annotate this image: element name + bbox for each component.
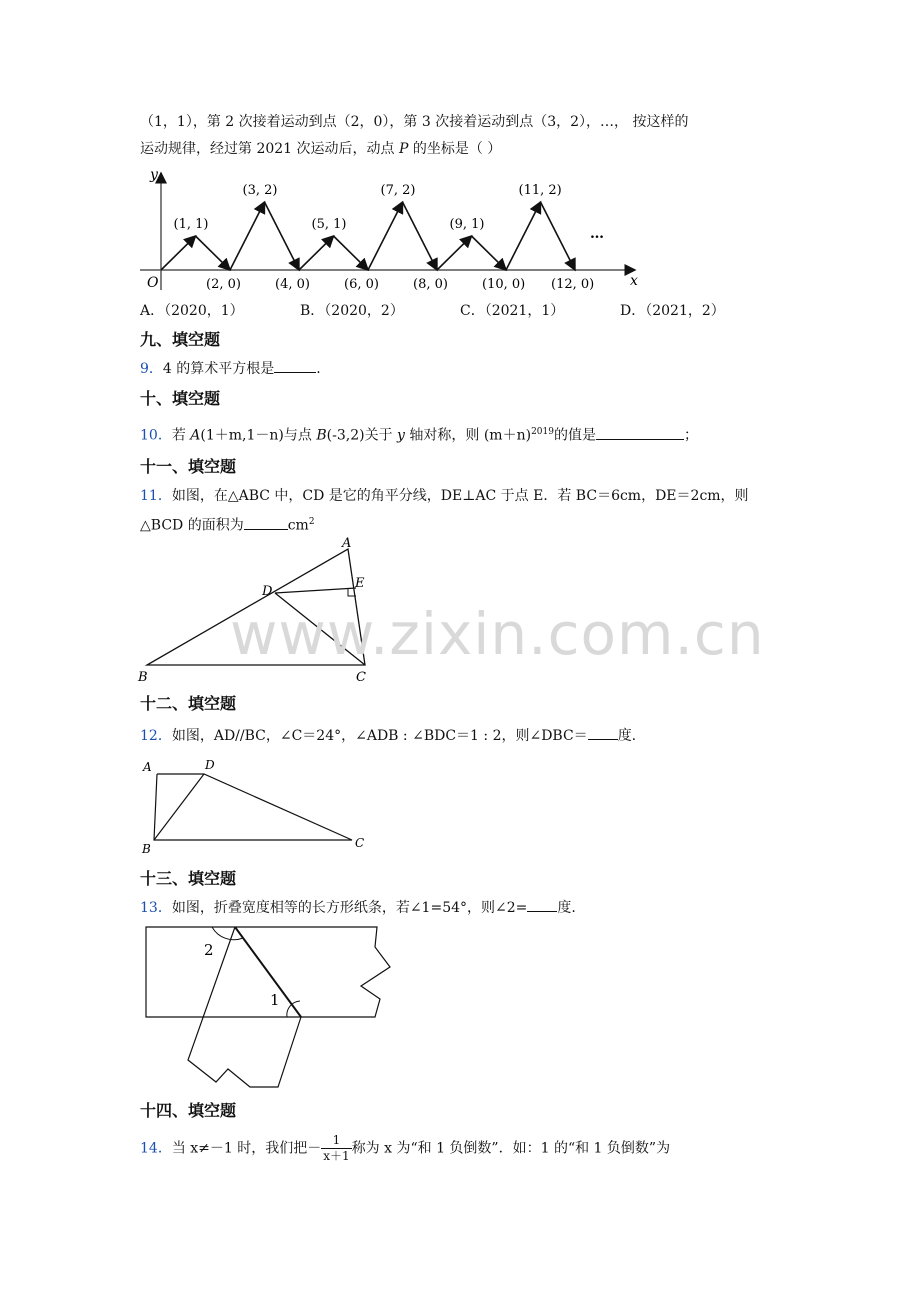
q13-line: 13．如图，折叠宽度相等的长方形纸条，若∠1=54°，则∠2= 度. (140, 897, 576, 919)
peak-point-label: (7, 2) (380, 183, 416, 198)
point-a-label: A (342, 536, 352, 551)
point-b-label: B (142, 842, 151, 855)
motion-segment (403, 202, 438, 270)
segment-de (275, 588, 356, 593)
fraction: $\frac{1}{x+1}$ (323, 1133, 350, 1163)
peak-point-label: (9, 1) (449, 217, 485, 232)
peak-point-label: (3, 2) (242, 183, 278, 198)
peak-point-label: (5, 1) (311, 217, 347, 232)
q9-line: 9．4 的算术平方根是 . (140, 358, 321, 380)
motion-segment (506, 202, 541, 270)
option-d[interactable]: D．（2021，2） (620, 303, 725, 319)
axis-point-label: (10, 0) (482, 277, 526, 292)
motion-segment (541, 202, 576, 270)
point-d-label: D (262, 584, 273, 599)
peak-point-label: (1, 1) (173, 217, 209, 232)
q8-zigzag-graph (130, 165, 650, 295)
watermark: www.zixin.com.cn (230, 600, 765, 668)
ellipsis: … (590, 226, 604, 242)
section-9-heading: 九、填空题 (140, 330, 221, 349)
section-10-heading: 十、填空题 (140, 389, 221, 408)
peak-point-label: (11, 2) (518, 183, 562, 198)
angle-2-arc (212, 927, 243, 940)
q8-line2: 运动规律，经过第 2021 次运动后，动点 P 的坐标是（ ） (140, 141, 502, 157)
option-b[interactable]: B．（2020，2） (300, 303, 404, 319)
y-axis-label: y (150, 167, 158, 183)
q9-blank[interactable] (274, 358, 316, 373)
point-e-label: E (355, 576, 365, 591)
origin-label: O (147, 275, 159, 291)
motion-segment (265, 202, 300, 270)
motion-segment (230, 202, 265, 270)
axis-point-label: (6, 0) (344, 277, 379, 292)
section-13-heading: 十三、填空题 (140, 869, 237, 888)
axis-point-label: (8, 0) (413, 277, 448, 292)
point-c-label: C (356, 670, 366, 685)
point-d-label: D (205, 758, 215, 772)
q12-blank[interactable] (588, 725, 618, 740)
section-11-heading: 十一、填空题 (140, 457, 237, 476)
x-axis-label: x (630, 273, 638, 289)
q12-trapezoid-figure (135, 755, 375, 855)
q10-blank[interactable] (596, 425, 684, 440)
axis-point-label: (4, 0) (275, 277, 310, 292)
q11-blank[interactable] (244, 515, 288, 530)
q12-line: 12．如图，AD//BC，∠C＝24°，∠ADB : ∠BDC＝1 : 2，则∠DBC＝ 度. (140, 725, 636, 747)
q11-line2: △BCD 的面积为 $cm^2$ (140, 511, 315, 537)
motion-segment (472, 236, 507, 270)
segment-bd (154, 774, 204, 840)
point-a-label: A (143, 760, 152, 774)
angle-1-label: 1 (270, 991, 280, 1009)
angle-2-label: 2 (204, 941, 214, 959)
q8-line1: （1，1），第 2 次接着运动到点（2，0），第 3 次接着运动到点（3，2），…， 按这样的 (140, 114, 689, 130)
motion-segment (368, 202, 403, 270)
q13-folded-strip-figure (140, 920, 400, 1095)
motion-segment (161, 236, 196, 270)
fold-line (235, 927, 301, 1017)
q10-line: 10．若 A(1＋m,1－n)与点 B(-3,2)关于 y 轴对称，则 $(m+n)^{2019}$的值是 ； (140, 421, 698, 447)
point-c-label: C (355, 836, 365, 850)
option-a[interactable]: A．（2020，1） (140, 303, 244, 319)
motion-segment (334, 236, 369, 270)
option-c[interactable]: C．（2021，1） (460, 303, 565, 319)
axis-point-label: (12, 0) (551, 277, 595, 292)
motion-segment (437, 236, 472, 270)
axis-point-label: (2, 0) (206, 277, 241, 292)
q13-blank[interactable] (527, 897, 557, 912)
section-14-heading: 十四、填空题 (140, 1101, 237, 1120)
q11-line1: 11．如图，在△ABC 中，CD 是它的角平分线，DE⊥AC 于点 E．若 BC＝6cm，DE＝2cm，则 (140, 488, 749, 504)
motion-segment (299, 236, 334, 270)
motion-segment (196, 236, 231, 270)
trapezoid-abcd (154, 774, 352, 840)
point-b-label: B (138, 670, 148, 685)
section-12-heading: 十二、填空题 (140, 694, 237, 713)
q14-line: 14．当 x≠－1 时，我们把－ $\frac{1}{x+1}$ 称为 x 为“和 1 负倒数”．如：1 的“和 1 负倒数”为 (140, 1133, 671, 1163)
